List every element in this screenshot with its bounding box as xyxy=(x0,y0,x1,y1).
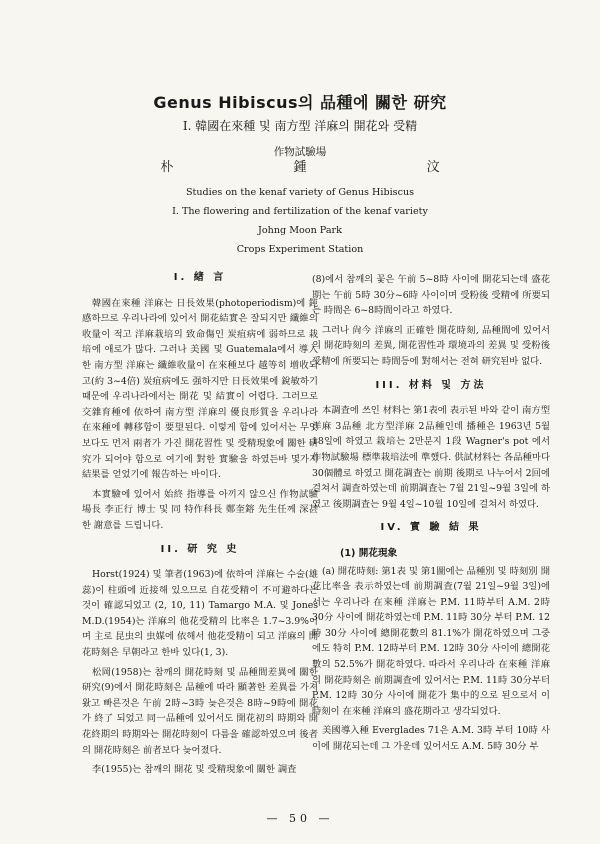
paragraph: 松岡(1958)는 참깨의 開花時刻 및 品種間差異에 關한 研究(9)에서 開花時刻은 品種에 따라 顯著한 差異를 가져왔고 빠른것은 午前 2時~3時 늦은것은 8時~9時에 開花가 終了 되었고 同一品種에 있어서도 開花初의 時期와 開花終期의 時期와는 開花時刻이 다름을 確認하였으며 後者의 開花時刻은 前者보다 늦어졌다. xyxy=(82,666,318,756)
section-results: IV. 實 驗 結 果 xyxy=(380,522,482,534)
paragraph: 本實驗에 있어서 始終 指導를 아끼지 않으신 作物試驗場長 李正行 博士 및 同 特作科長 鄭奎鎔 先生任께 深甚한 謝意를 드립니다. xyxy=(82,488,318,531)
english-title: Studies on the kenaf variety of Genus Hibiscus xyxy=(185,187,415,198)
paragraph: 美國導入種 Everglades 71은 A.M. 3時 부터 10時 사이에 開花되는데 그 가운데 있어서도 A.M. 5時 30分 부 xyxy=(312,725,550,753)
paragraph: (8)에서 참깨의 꽃은 午前 5~8時 사이에 開花되는데 盛花期는 午前 5時 30分~6時 사이이며 受粉後 受精에 所要되는 時間은 6~8時間이라고 하였다. xyxy=(312,274,550,317)
author-name: 朴 鍾 汶 xyxy=(160,160,498,175)
paragraph: (a) 開花時刻: 第1表 및 第1圖에는 品種別 및 時刻別 開花比率을 表示하였는데 前期調査(7월 21일~9월 3일)에서는 우리나라 在來種 洋麻는 P.M. 11時부터 A.M. 2時 30分 사이에 開花하였는데 P.M. 11時 30分 부터 P.M. 12時 30分 사이에 總開花數의 81.1%가 開花하였으며 그중에도 特히 P.M. 12時부터 P.M. 12時 30分 사이에 總開花數의 52.5%가 開花하였다. 따라서 우리나라 在來種 洋麻의 開花時刻은 前期調査에 있어서는 P.M. 11時 30分부터 P.M. 12時 30分 사이에 開花가 集中的으로 된으로서 이 時刻이 在來種 洋麻의 盛花期라고 생각되었다. xyxy=(312,565,550,717)
paragraph: 韓國在來種 洋麻는 日長效果(photoperiodism)에 鈍感하므로 우리나라에 있어서 開花結實은 잘되지만 纖維의 收量이 적고 洋麻栽培의 致命傷인 炭疽病에 弱하므로 栽培에 애로가 많다. 그러나 美國 및 Guatemala에서 導入한 南方型 洋麻는 纖維收量이 在來種보다 越等히 增收되고(約 3~4倍) 炭疽病에도 强하지만 日長效果에 銳敏하기 때문에 우리나라에서는 開花 및 結實이 어렵다. 그러므로 交雜育種에 依하여 南方型 洋麻의 優良形質을 우리나라 在來種에 轉移함이 要望된다. 이렇게 함에 있어서는 무엇보다도 먼저 兩者가 가진 開花習性 및 受精現象에 關한 研究가 되어야 함으로 여기에 對한 實驗을 하였든바 몇가지 結果를 얻었기에 報告하는 바이다. xyxy=(82,297,318,481)
subsection-flowering: (1) 開花現象 xyxy=(340,547,398,559)
page-number: — 50 — xyxy=(266,812,334,825)
paragraph: 本調査에 쓰인 材料는 第1表에 表示된 바와 같이 南方型 洋麻 3品種 北方型洋麻 2品種인데 播種은 1963년 5월 18일에 하였고 栽培는 2만분지 1段 Wagner's pot 에서 作物試驗場 標準栽培法에 準했다. 供試材料는 各品種마다 30個體로 하였고 開花調査는 前期 後期로 나누어서 2回에 걸쳐서 調査하였는데 前期調査는 7월 21일~9월 3일에 하였고 後期調査는 9월 4일~10월 10일에 걸쳐서 하였다. xyxy=(312,405,550,510)
paragraph: 李(1955)는 참깨의 開花 및 受精現象에 關한 調査 xyxy=(92,764,297,776)
section-introduction: I. 緖 言 xyxy=(173,272,227,283)
left-column xyxy=(82,262,318,782)
paragraph: 그러나 尙今 洋麻의 正確한 開花時刻, 品種間에 있어서의 開花時刻의 差異, 開花習性과 環境과의 差異 및 受粉後 受精에 所要되는 時間등에 對해서는 전혀 研究된바 없다. xyxy=(312,324,550,367)
paragraph: Horst(1924) 및 筆者(1963)에 依하여 洋麻는 수술(雄蕊)이 柱頭에 近接해 있으므로 自花受精이 不可避하다는 것이 確認되었고 (2, 10, 11) Tamargo M.A. 및 Jones M.D.(1954)는 洋麻의 他花受精의 比率은 1.7~3.9%이며 主로 昆虫의 虫媒에 依해서 他花受精이 되고 洋麻의 開花時刻은 早朝라고 한바 있다(1, 3). xyxy=(82,569,318,659)
section-history: II. 研 究 史 xyxy=(160,543,240,555)
english-author: Johng Moon Park xyxy=(258,225,342,236)
paper-title: Genus Hibiscus의 品種에 關한 研究 xyxy=(153,93,447,112)
section-methods: III. 材料 및 方法 xyxy=(375,379,487,391)
paper-subtitle: I. 韓國在來種 및 南方型 洋麻의 開花와 受精 xyxy=(182,119,418,133)
english-affiliation: Crops Experiment Station xyxy=(236,244,364,255)
right-column xyxy=(312,272,550,759)
author-affiliation: 作物試驗場 xyxy=(273,146,327,158)
english-subtitle: I. The flowering and fertilization of the kenaf variety xyxy=(172,206,428,217)
